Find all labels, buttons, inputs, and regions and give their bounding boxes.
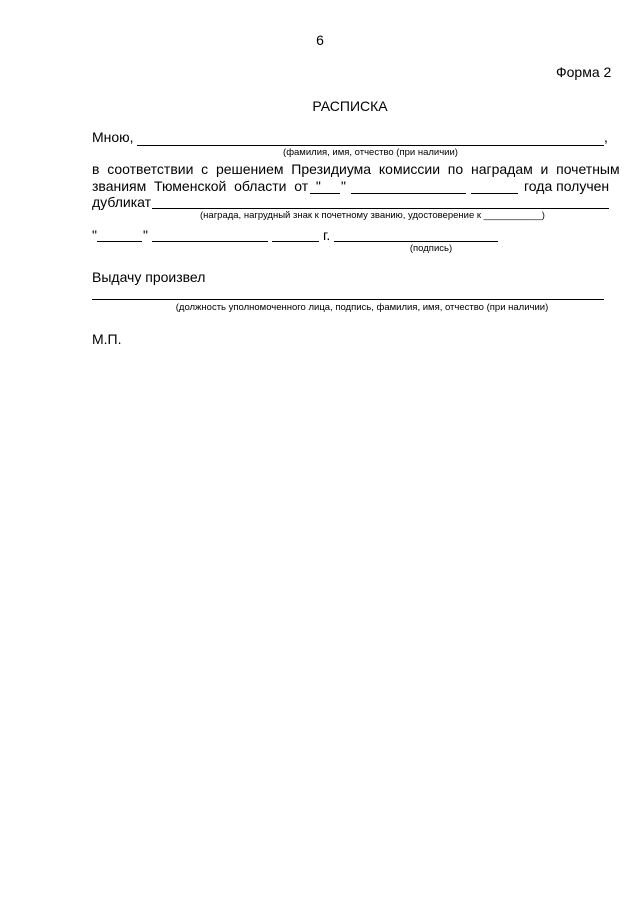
award-caption: (награда, нагрудный знак к почетному званию, удостоверение к ___________) [200, 210, 545, 221]
date-year-suffix: г. [323, 227, 331, 243]
date-month-blank [152, 241, 268, 242]
issued-by-blank-line [92, 299, 604, 300]
line1-suffix: , [604, 129, 608, 145]
line1-prefix: Мною, [92, 129, 134, 145]
day-quote-close: " [341, 178, 346, 194]
date-day-blank [97, 241, 142, 242]
year-blank-line [471, 193, 518, 194]
date-quote-close: " [143, 227, 148, 243]
issued-by-caption: (должность уполномоченного лица, подпись, фамилия, имя, отчество (при наличии) [175, 302, 549, 313]
paragraph-line-c-prefix: дубликат [92, 194, 152, 210]
form-label: Форма 2 [556, 64, 612, 80]
name-blank-line [137, 145, 604, 146]
issued-by-label: Выдачу произвел [92, 269, 206, 285]
paragraph-line-b-prefix: званиям Тюменской области от " [92, 178, 321, 194]
name-caption: (фамилия, имя, отчество (при наличии) [283, 147, 458, 158]
day-blank-line [310, 193, 340, 194]
document-title: РАСПИСКА [312, 98, 388, 114]
signature-blank-line [334, 241, 498, 242]
date-quote-open: " [92, 227, 97, 243]
paragraph-line-a: в соответствии с решением Президиума комиссии по наградам и почетным [92, 161, 620, 177]
month-blank-line [351, 193, 466, 194]
stamp-place: М.П. [92, 331, 122, 347]
award-blank-line [152, 208, 609, 209]
signature-caption: (подпись) [409, 243, 453, 254]
date-year-blank [272, 241, 319, 242]
paragraph-line-b-suffix: года получен [524, 178, 610, 194]
page-number: 6 [316, 32, 324, 48]
